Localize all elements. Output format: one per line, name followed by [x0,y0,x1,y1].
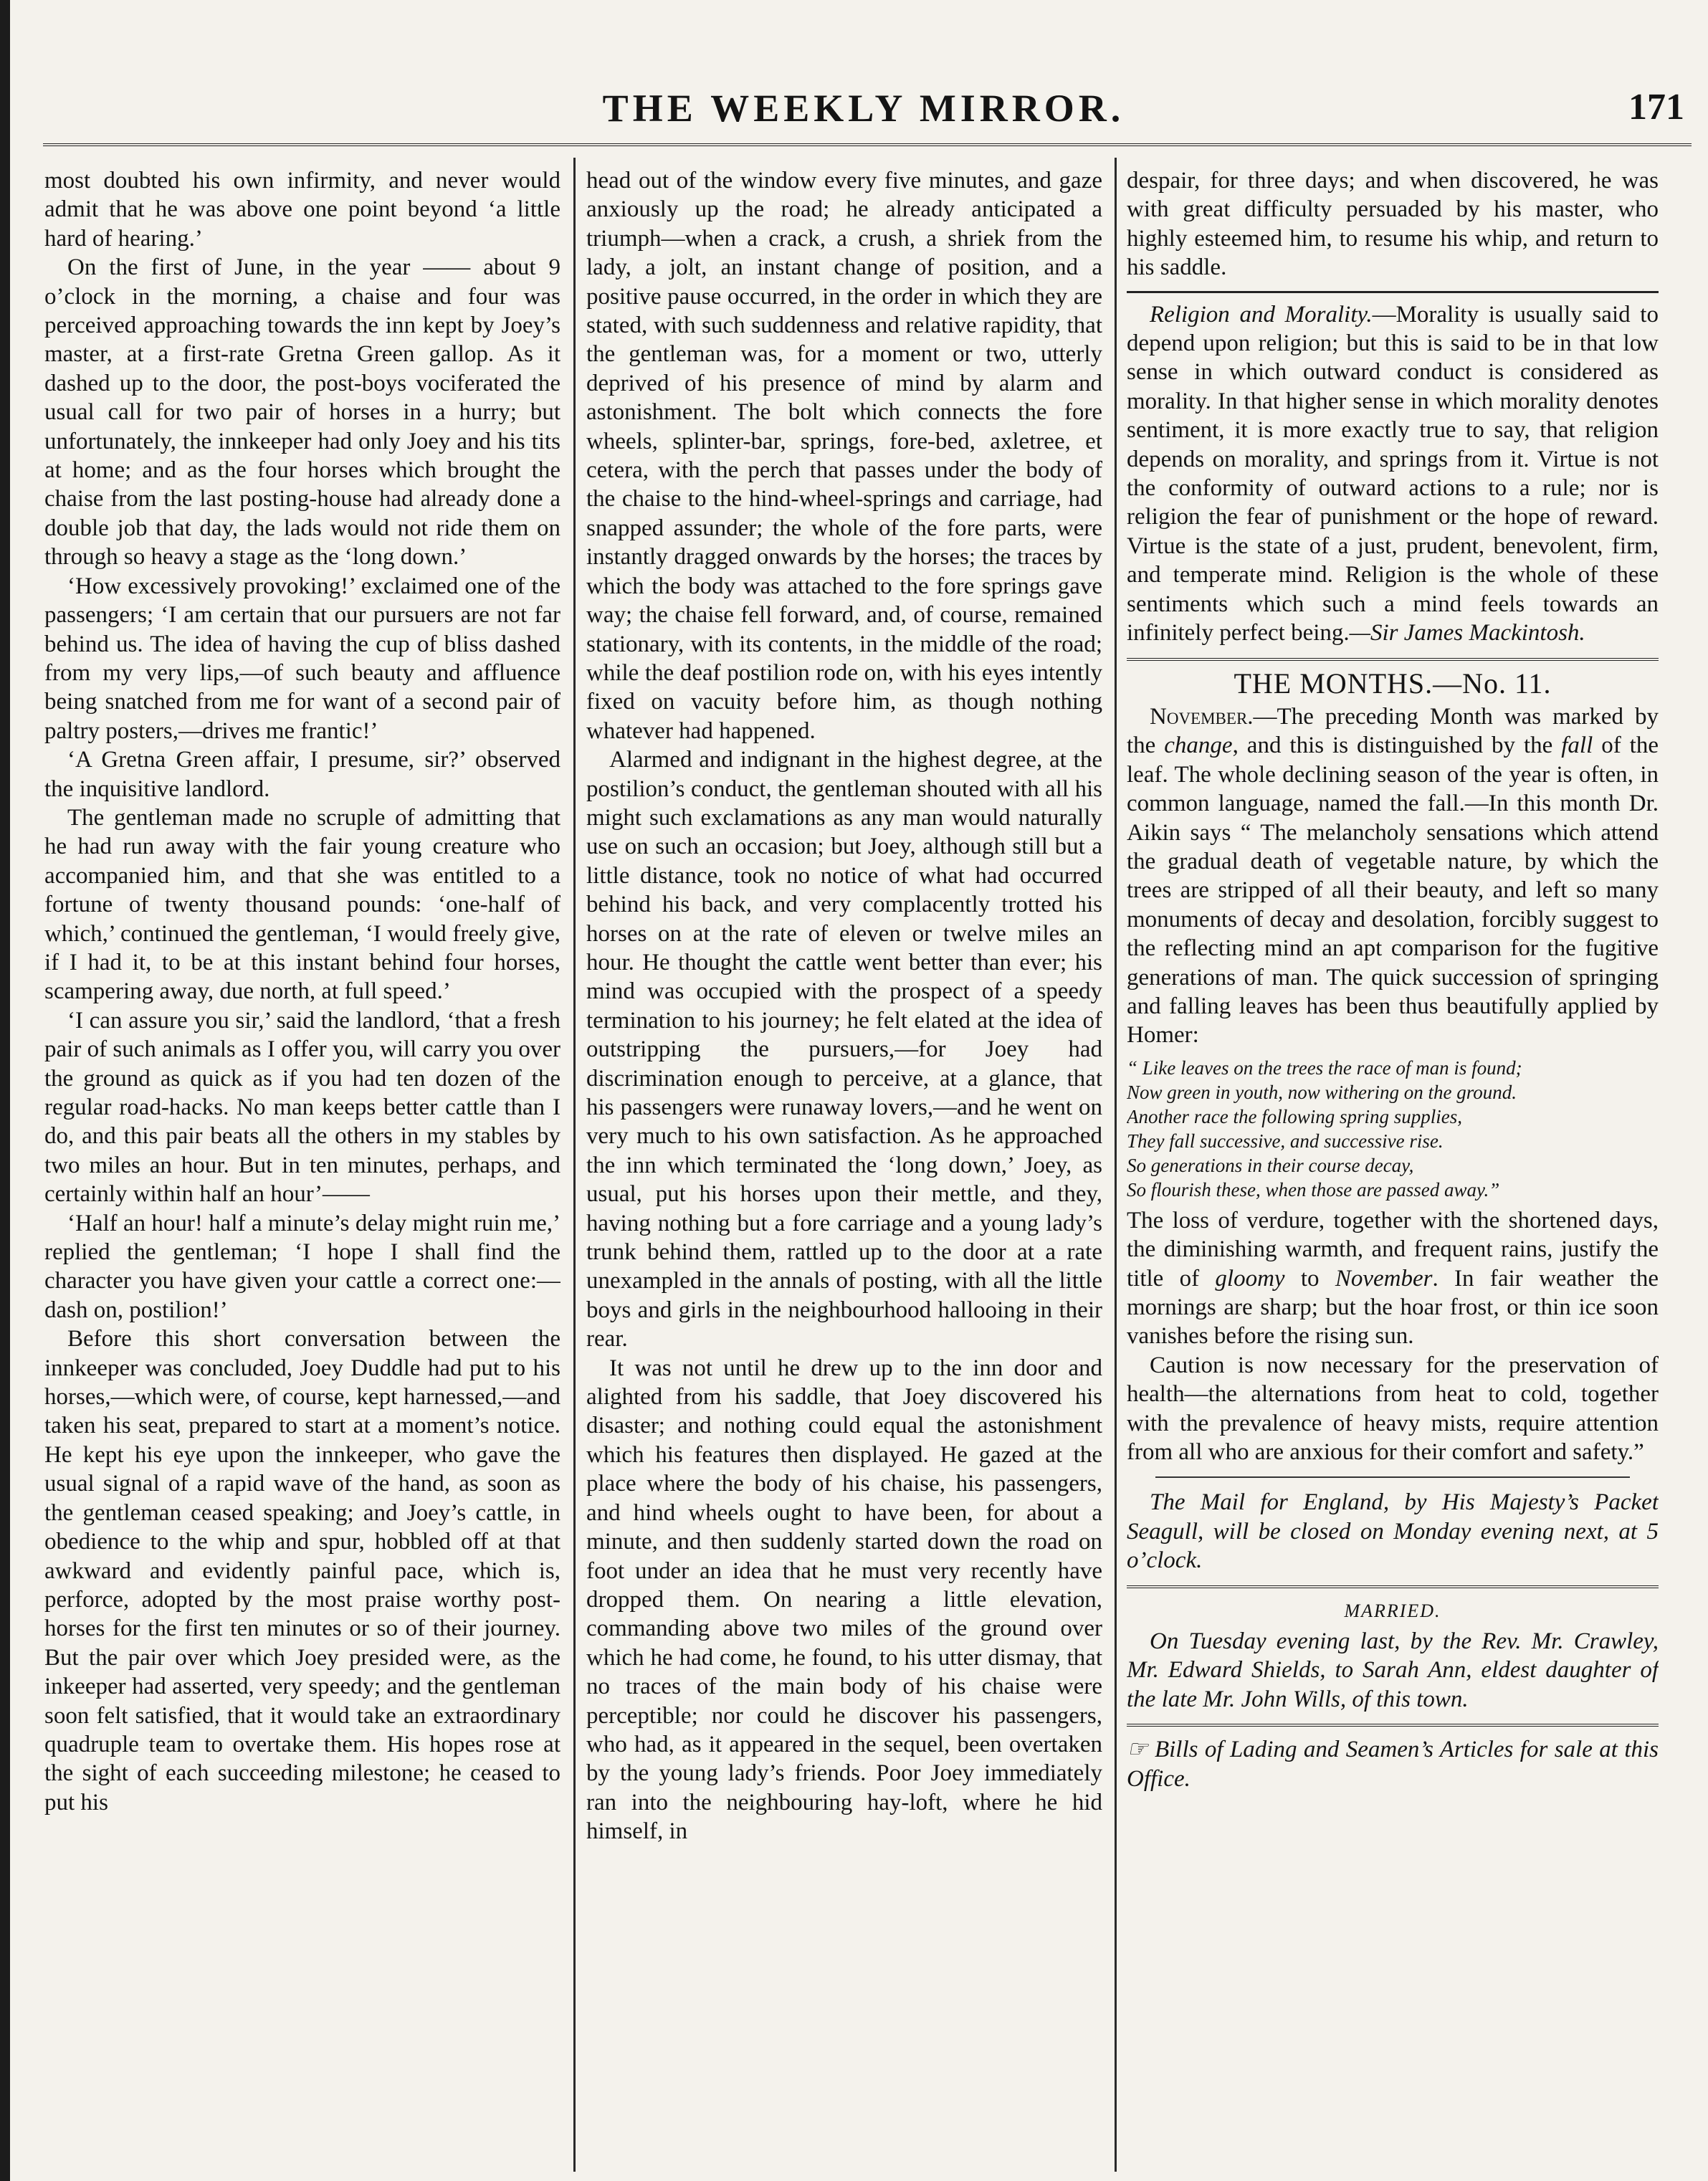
article-attribution: —Sir James Mackintosh. [1349,620,1585,646]
text-run: . In fair weather the mornings are sharp; but the hoar frost, or thin ice soon vanishes before the rising sun. [1127,1265,1659,1350]
text-run: —The preceding Month was marked by the [1127,703,1659,759]
story-paragraph: ‘A Gretna Green affair, I presume, sir?’ observed the inquisitive landlord. [44,747,560,802]
mail-notice [1127,1488,1659,1575]
verse-line: Another race the following spring supplies, [1127,1105,1462,1127]
section-rule [1127,1585,1659,1588]
text-run: of the leaf. The whole declining season of the year is often, in common language, named the fall.—In this month Dr. Aikin says “ The melancholy sensations which attend the gradual death of vegetable nature, by which the trees are stripped of all their beauty, and left so many monuments of decay and desolation, forcibly suggest to the reflecting mind an apt comparison for the fugitive generations of man. The quick succession of springing and falling leaves has been thus beautifully applied by Homer: [1127,732,1659,1049]
story-paragraph: ‘I can assure you sir,’ said the landlord, ‘that a fresh pair of such animals as I offer you, will carry you over the ground as quick as if you had ten dozen of the regular road-hacks. No man keeps better cattle than I do, and this pair beats all the others in my stables by two miles an hour. But in ten minutes, perhaps, and certainly within half an hour’—— [44,1007,560,1208]
story-paragraph: most doubted his own infirmity, and never would admit that he was above one point beyond ‘a little hard of hearing.’ [44,168,560,252]
page-number: 171 [1628,87,1684,128]
story-paragraph: The gentleman made no scruple of admitting that he had run away with the fair young creature who accompanied him, and that she was entitled to a fortune of twenty thousand pounds: ‘one-half of which,’ continued the gentleman, ‘I would freely give, if I had it, to be at this instant behind four horses, scampering away, due north, at full speed.’ [44,804,560,1005]
text-run: The loss of verdure, together with the shortened days, the diminishing warmth, and frequent rains, justify the title of [1127,1207,1659,1292]
story-paragraph: head out of the window every five minutes, and gaze anxiously up the road; he already anticipated a triumph—when a crack, a crush, a shriek from the lady, a jolt, an instant change of position, and a positive pause occurred, in the order in which they are stated, with such suddenness and relative rapidity, that the gentleman was, for a moment or two, utterly deprived of his presence of mind by alarm and astonishment. The bolt which connects the fore wheels, splinter-bar, springs, fore-bed, axletree, et cetera, with the perch that passes under the body of the chaise to the hind-wheel-springs and carriage, had snapped assunder; the whole of the fore parts, were instantly dragged onwards by the horses; the traces by which the body was attached to the fore springs gave way; the chaise fell forward, and, of course, remained stationary, with its contents, in the middle of the road; while the deaf postilion rode on, with his eyes intently fixed on vacuity before him, as though nothing whatever had happened. [586,168,1102,744]
column-rule-1 [573,158,576,2172]
married-notice [1127,1627,1659,1714]
months-paragraph [1127,702,1659,1050]
header-rule [43,143,1692,146]
religion-morality-article [1127,300,1659,648]
story-paragraph: On the first of June, in the year —— about 9 o’clock in the morning, a chaise and four was perceived approaching towards the inn kept by Joey’s master, at a first-rate Gretna Green gallop. As it dashed up to the door, the post-boys vociferated the usual call for two pair of horses in a hurry; but unfortunately, the innkeeper had only Joey and his tits at home; and as the four horses which brought the chaise from the last posting-house had already done a double job that day, the lads would not ride them on through so heavy a stage as the ‘long down.’ [44,254,560,571]
bills-notice-text: ☞ Bills of Lading and Seamen’s Articles for sale at this Office. [1127,1737,1659,1792]
column-2 [586,166,1102,2166]
months-paragraph: Caution is now necessary for the preservation of health—the alternations from heat to cold, together with the prevalence of heavy mists, require attention from all who are anxious for their comfort and safety.” [1127,1352,1659,1466]
story-paragraph: Before this short conversation between the innkeeper was concluded, Joey Duddle had put to his horses,—which were, of course, kept harnessed,—and taken his seat, prepared to start at a moment’s notice. He kept his eye upon the innkeeper, who gave the usual signal of a rapid wave of the hand, as soon as the gentleman ceased speaking; and Joey’s cattle, in obedience to the whip and spur, hobbled off at that awkward and evidently painful pace, which is, perforce, adopted by the most praise worthy post-horses for the first ten minutes or so of their journey. But the pair over which Joey presided were, as the inkeeper had asserted, very speedy; and the gentleman soon felt satisfied, that it would take an extraordinary quadruple team to overtake them. His hopes rose at the sight of each succeeding milestone; he ceased to put his [44,1326,560,1815]
section-rule [1127,1724,1659,1727]
months-title: THE MONTHS.—No. 11. [1234,667,1552,700]
column-3 [1127,166,1659,2166]
newspaper-title: THE WEEKLY MIRROR. [602,87,1125,130]
mail-notice-text: The Mail for England, by His Majesty’s Packet Seagull, will be closed on Monday evening next, at 5 o’clock. [1127,1489,1659,1574]
story-paragraph: ‘How excessively provoking!’ exclaimed one of the passengers; ‘I am certain that our pursuers are not far behind us. The idea of having the cup of bliss dashed from my very lips,—of such beauty and affluence being snatched from me for want of a second pair of paltry posters,—drives me frantic!’ [44,573,560,744]
text-run: change [1164,732,1233,759]
text-run: gloomy [1215,1265,1285,1292]
homer-verse [1127,1056,1659,1202]
text-run: November [1335,1265,1433,1292]
verse-line: They fall successive, and successive rise. [1127,1130,1444,1152]
story-conclusion: despair, for three days; and when discovered, he was with great difficulty persuaded by his master, who highly esteemed him, to resume his whip, and return to his saddle. [1127,168,1659,281]
month-lead: November. [1150,703,1254,730]
column-1 [44,166,560,2166]
binding-edge [0,0,10,2181]
married-text: On Tuesday evening last, by the Rev. Mr. Crawley, Mr. Edward Shields, to Sarah Ann, eldest daughter of the late Mr. John Wills, of this town. [1127,1628,1659,1712]
column-rule-2 [1115,158,1117,2172]
section-rule [1155,1476,1630,1478]
bills-notice [1127,1735,1659,1793]
months-paragraph [1127,1206,1659,1351]
section-rule [1127,658,1659,661]
verse-line: “ Like leaves on the trees the race of man is found; [1127,1056,1522,1079]
verse-line: So generations in their course decay, [1127,1154,1414,1176]
story-paragraph: ‘Half an hour! half a minute’s delay might ruin me,’ replied the gentleman; ‘I hope I shall find the character you have given your cattle a correct one:—dash on, postilion!’ [44,1210,560,1323]
married-heading: MARRIED. [1344,1600,1441,1621]
masthead [43,86,1684,143]
story-paragraph: Alarmed and indignant in the highest degree, at the postilion’s conduct, the gentleman shouted with all his might such exclamations as any man would naturally use on such an occasion; but Joey, although still but a little distance, took no notice of what had occurred behind his back, and very complacently trotted his horses on at the rate of eleven or twelve miles an hour. He thought the cattle went better than ever; his mind was occupied with the prospect of a speedy termination to his journey; he felt elated at the idea of outstripping the pursuers,—for Joey had discrimination enough to perceive, at a glance, that his passengers were runaway lovers,—and he went on very much to his own satisfaction. As he approached the inn which terminated the ‘long down,’ Joey, as usual, put his horses upon their mettle, and they, having nothing but a fore carriage and a young lady’s trunk behind them, rattled up to the door at a rate unexampled in the annals of posting, with all the little boys and girls in the neighbourhood hallooing in their rear. [586,747,1102,1352]
verse-line: So flourish these, when those are passed away.” [1127,1178,1500,1201]
article-body: —Morality is usually said to depend upon religion; but this is said to be in that low sense in which outward conduct is considered as morality. In that higher sense in which morality denotes sentiment, it is more exactly true to say, that religion depends on morality, and springs from it. Virtue is not the conformity of outward actions to a rule; nor is religion the fear of punishment or the hope of reward. Virtue is the state of a just, prudent, benevolent, firm, and temperate mind. Religion is the whole of these sentiments which such a mind feels towards an infinitely perfect being. [1127,301,1659,646]
text-run: , and this is distinguished by the [1232,732,1562,759]
text-run: fall [1561,732,1593,759]
article-heading: Religion and Morality. [1150,301,1373,328]
section-rule [1127,291,1659,293]
story-paragraph: It was not until he drew up to the inn door and alighted from his saddle, that Joey discovered his disaster; and nothing could equal the astonishment which his features then displayed. He gazed at the place where the body of his chaise, his passengers, and hind wheels ought to have been, for about a minute, and then suddenly started down the road on foot under an idea that he must very recently have dropped them. On nearing a little elevation, commanding above two miles of the ground over which he had come, he found, to his utter dismay, that no traces of the main body of his chaise were perceptible; nor could he discover his passengers, who had, as it appeared in the sequel, been overtaken by the young lady’s friends. Poor Joey immediately ran into the neighbouring hay-loft, where he hid himself, in [586,1355,1102,1845]
text-run: to [1284,1265,1335,1292]
verse-line: Now green in youth, now withering on the ground. [1127,1081,1517,1103]
